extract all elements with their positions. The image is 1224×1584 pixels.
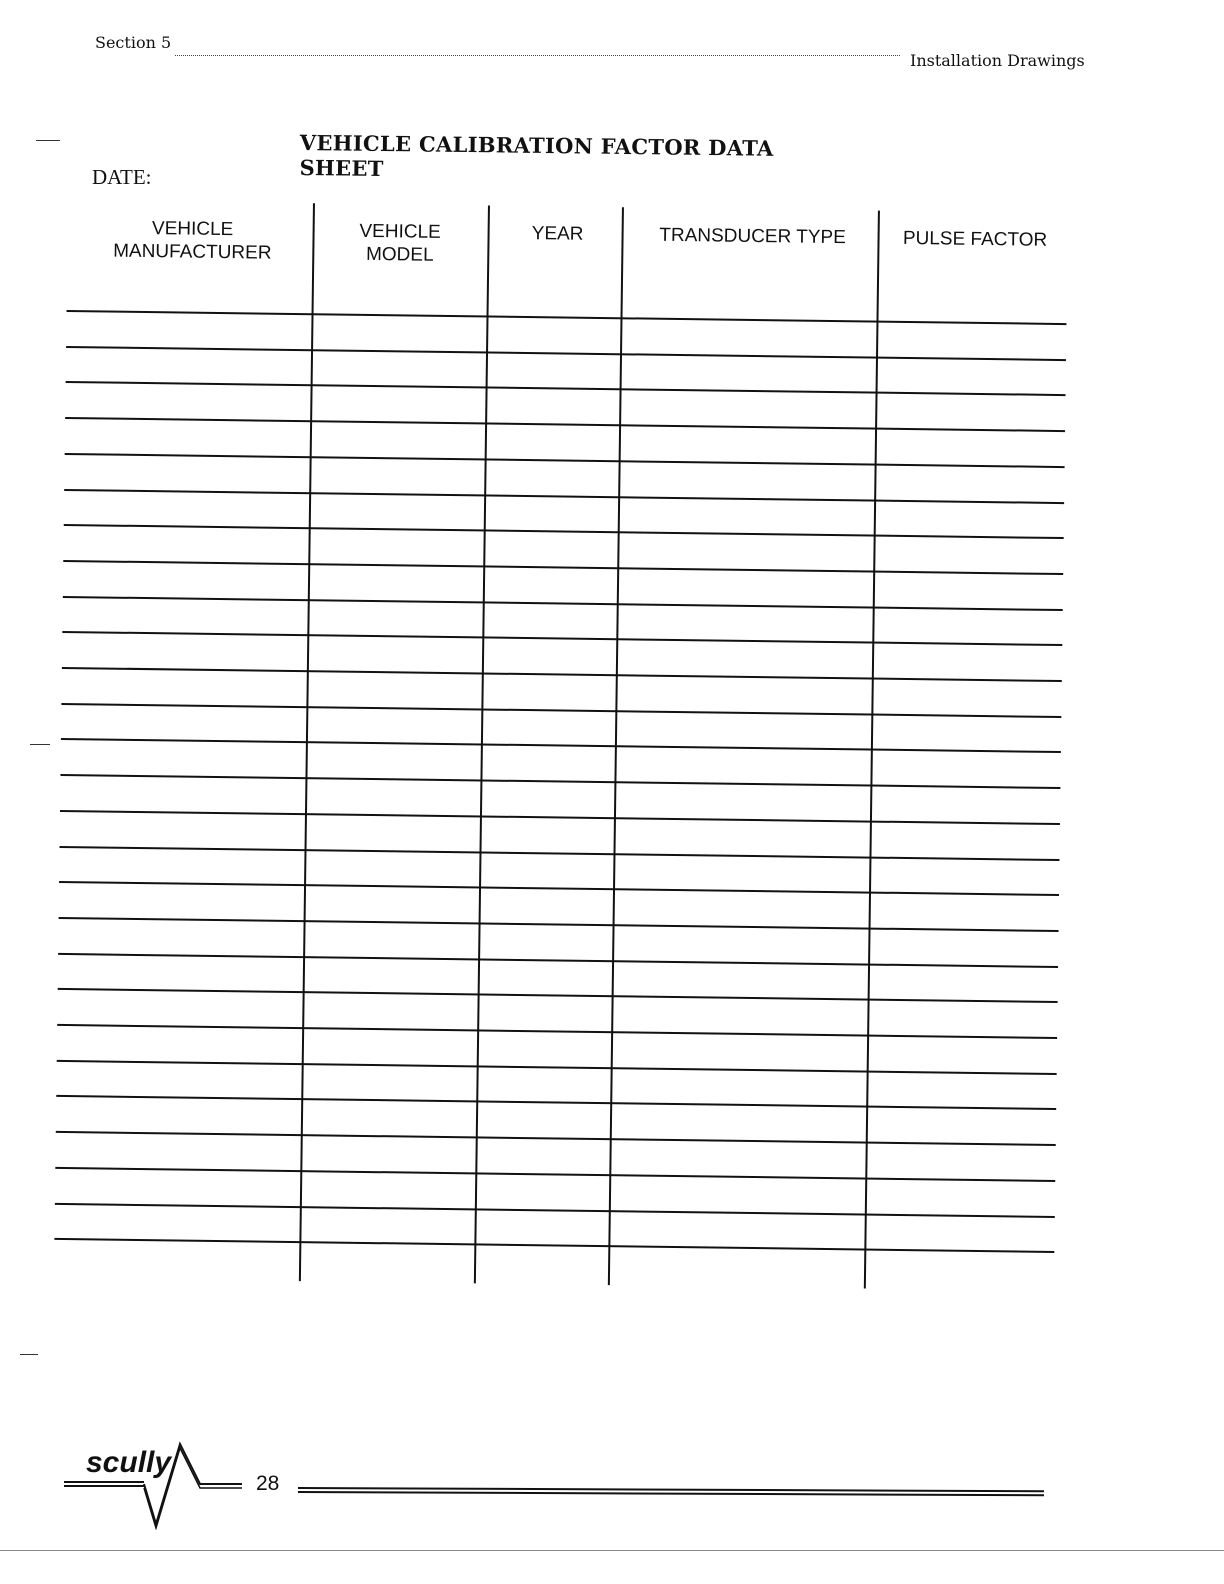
table-row	[57, 1060, 1057, 1075]
table-row	[56, 1095, 1056, 1110]
scully-logo-mark	[60, 1440, 260, 1530]
logo-wordmark: scully	[86, 1446, 172, 1479]
page-number: 28	[256, 1472, 280, 1495]
column-header-manufacturer: VEHICLE MANUFACTURER	[113, 218, 272, 264]
table-row	[60, 810, 1060, 825]
table-row	[65, 453, 1065, 468]
table-row	[67, 310, 1067, 325]
table-row	[64, 488, 1064, 503]
table-row	[66, 346, 1066, 361]
table-row	[55, 1202, 1055, 1217]
table-row	[56, 1131, 1056, 1146]
column-header-transducer-type: TRANSDUCER TYPE	[659, 224, 846, 249]
chapter-label: Installation Drawings	[910, 51, 1085, 70]
table-row	[57, 1024, 1057, 1039]
table-row	[63, 596, 1063, 611]
table-row	[59, 917, 1059, 932]
table-row	[64, 524, 1064, 539]
margin-mark	[30, 744, 50, 745]
table-row	[61, 703, 1061, 718]
table-row	[60, 774, 1060, 789]
margin-mark	[20, 1354, 38, 1355]
column-header-year: YEAR	[531, 223, 584, 245]
table-row	[58, 988, 1058, 1003]
column-header-pulse-factor: PULSE FACTOR	[902, 227, 1048, 251]
table-row	[54, 1238, 1054, 1253]
table-row	[60, 845, 1060, 860]
table-row	[66, 381, 1066, 396]
scully-logo	[60, 1440, 260, 1535]
table-rows	[68, 200, 1070, 213]
table-row	[65, 417, 1065, 432]
table-row	[55, 1167, 1055, 1182]
table-row	[62, 631, 1062, 646]
page-edge	[0, 1550, 1224, 1551]
date-label: DATE:	[92, 165, 152, 189]
table-row	[58, 953, 1058, 968]
margin-mark	[36, 140, 60, 141]
page-title: VEHICLE CALIBRATION FACTOR DATA SHEET	[299, 130, 774, 182]
table-row	[62, 667, 1062, 682]
table-row	[63, 560, 1063, 575]
footer-rule	[298, 1487, 1044, 1500]
section-label: Section 5	[95, 33, 172, 52]
table-row	[59, 881, 1059, 896]
calibration-table	[54, 200, 1070, 1313]
header-dot-leader	[175, 55, 900, 56]
column-header-model: VEHICLE MODEL	[359, 220, 441, 266]
table-row	[61, 738, 1061, 753]
